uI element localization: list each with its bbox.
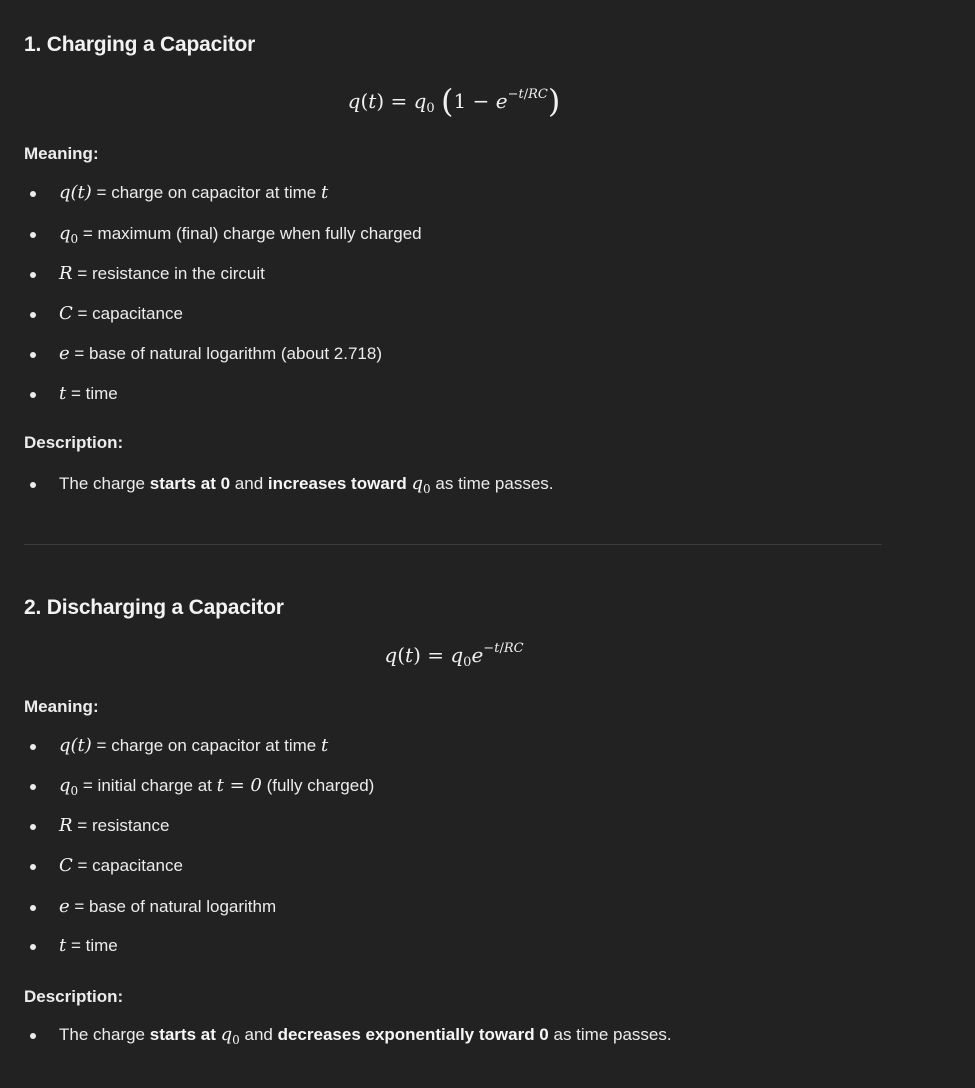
bullet-icon: [30, 944, 36, 950]
bullet-icon: [30, 191, 36, 197]
bullet-icon: [30, 784, 36, 790]
definition: = time: [70, 384, 118, 403]
math-expression: t = 0: [216, 775, 262, 796]
definition: = initial charge at: [82, 776, 212, 795]
symbol: $q_0$: [59, 775, 79, 798]
bullet-icon: [30, 824, 36, 830]
section-title: 1. Charging a Capacitor: [24, 33, 256, 56]
bullet-icon: [30, 352, 36, 358]
definition-tail: (fully charged): [266, 776, 375, 795]
definition: = capacitance: [77, 304, 183, 323]
bullet-icon: [30, 482, 36, 488]
section-title: 2. Discharging a Capacitor: [24, 596, 284, 619]
symbol: C: [59, 303, 73, 324]
symbol: C: [59, 855, 73, 876]
definition: = base of natural logarithm: [74, 897, 277, 916]
bullet-icon: [30, 864, 36, 870]
symbol: t: [321, 182, 329, 203]
description-label: Description:: [24, 987, 124, 1006]
definition: = charge on capacitor at time: [96, 183, 317, 202]
symbol: R: [59, 815, 73, 836]
symbol: $q_0$: [411, 473, 431, 496]
discharging-formula: $q(t) = q_0e^{-t/RC}$: [384, 641, 524, 670]
symbol: t: [321, 735, 329, 756]
definition: = capacitance: [77, 856, 183, 875]
section-divider: [24, 544, 882, 545]
bullet-icon: [30, 1033, 36, 1039]
bullet-icon: [30, 905, 36, 911]
meaning-label: Meaning:: [24, 697, 99, 716]
definition: = base of natural logarithm (about 2.718): [74, 344, 383, 363]
symbol: e: [59, 896, 70, 917]
charging-formula: $q(t) = q_0$ $(1 - e^{-t/RC})$: [347, 82, 561, 120]
description-label: Description:: [24, 433, 124, 452]
bullet-icon: [30, 232, 36, 238]
definition: = maximum (final) charge when fully charged: [82, 224, 422, 243]
symbol: e: [59, 343, 70, 364]
bullet-icon: [30, 272, 36, 278]
definition: = resistance: [77, 816, 170, 835]
bullet-icon: [30, 312, 36, 318]
symbol: t: [59, 935, 67, 956]
symbol: R: [59, 263, 73, 284]
definition: = resistance in the circuit: [77, 264, 265, 283]
bullet-icon: [30, 392, 36, 398]
definition: = charge on capacitor at time: [96, 736, 317, 755]
meaning-label: Meaning:: [24, 144, 99, 163]
bullet-icon: [30, 744, 36, 750]
symbol: $q_0$: [220, 1024, 240, 1047]
definition: = time: [70, 936, 118, 955]
symbol: $q_0$: [59, 223, 79, 246]
symbol: q(t): [59, 735, 92, 756]
symbol: t: [59, 383, 67, 404]
symbol: q(t): [59, 182, 92, 203]
